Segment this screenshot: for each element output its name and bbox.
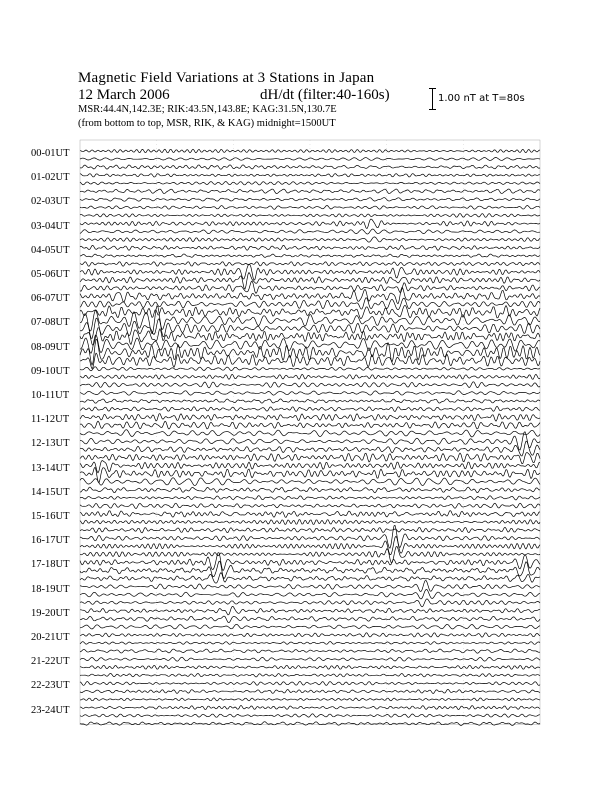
- trace-rik: [80, 421, 540, 429]
- trace-rik: [80, 399, 540, 403]
- hour-label: 23-24UT: [31, 704, 70, 716]
- scale-label: 1.00 nT at T=80s: [438, 93, 525, 104]
- trace-rik: [80, 642, 540, 645]
- hour-label: 19-20UT: [31, 607, 70, 619]
- hour-label: 18-19UT: [31, 583, 70, 595]
- hour-label: 09-10UT: [31, 365, 70, 377]
- trace-msr: [80, 281, 540, 293]
- hour-label: 02-03UT: [31, 196, 70, 208]
- trace-kag: [80, 287, 540, 304]
- hour-label: 13-14UT: [31, 462, 70, 474]
- trace-kag: [80, 487, 540, 493]
- hour-label: 06-07UT: [31, 293, 70, 305]
- date-text: 12 March 2006: [78, 87, 170, 103]
- hour-label: 01-02UT: [31, 172, 70, 184]
- hour-label: 05-06UT: [31, 269, 70, 280]
- hour-label: 10-11UT: [31, 390, 70, 401]
- trace-msr: [80, 573, 540, 584]
- trace-rik: [80, 254, 540, 258]
- trace-rik: [80, 590, 540, 600]
- trace-msr: [80, 262, 540, 267]
- note-line: (from bottom to top, MSR, RIK, & KAG) midnight=1500UT: [78, 118, 336, 129]
- trace-msr: [80, 430, 540, 437]
- trace-kag: [80, 149, 540, 153]
- trace-kag: [80, 580, 540, 591]
- stations-line: MSR:44.4N,142.3E; RIK:43.5N,143.8E; KAG:31.5N,130.7E: [78, 104, 337, 115]
- quantity-text: dH/dt (filter:40-160s): [260, 87, 390, 103]
- hour-label: 07-08UT: [31, 317, 70, 329]
- trace-kag: [80, 461, 540, 473]
- trace-rik: [80, 298, 540, 310]
- chart-title: Magnetic Field Variations at 3 Stations in Japan: [78, 70, 375, 86]
- hour-label: 22-23UT: [31, 680, 70, 692]
- trace-rik: [80, 616, 540, 623]
- trace-kag: [80, 335, 540, 354]
- hour-label: 14-15UT: [31, 486, 70, 498]
- hour-label: 04-05UT: [31, 244, 70, 256]
- trace-kag: [80, 198, 540, 202]
- trace-msr: [80, 382, 540, 388]
- hour-label: 15-16UT: [31, 511, 70, 522]
- hour-label: 03-04UT: [31, 220, 70, 232]
- hour-label: 21-22UT: [31, 656, 70, 668]
- hour-label: 20-21UT: [31, 632, 70, 643]
- trace-rik: [80, 520, 540, 525]
- trace-msr: [80, 237, 540, 242]
- trace-kag: [80, 606, 540, 615]
- hour-label: 08-09UT: [31, 341, 70, 353]
- hour-label: 17-18UT: [31, 559, 70, 571]
- hour-label: 00-01UT: [31, 148, 70, 159]
- trace-kag: [80, 245, 540, 250]
- trace-rik: [80, 272, 540, 289]
- trace-rik: [80, 374, 540, 379]
- trace-rik: [80, 229, 540, 234]
- hour-label: 12-13UT: [31, 438, 70, 450]
- trace-kag: [80, 367, 540, 371]
- hour-label: 16-17UT: [31, 535, 70, 547]
- hour-label: 11-12UT: [31, 414, 70, 426]
- trace-msr: [80, 452, 540, 463]
